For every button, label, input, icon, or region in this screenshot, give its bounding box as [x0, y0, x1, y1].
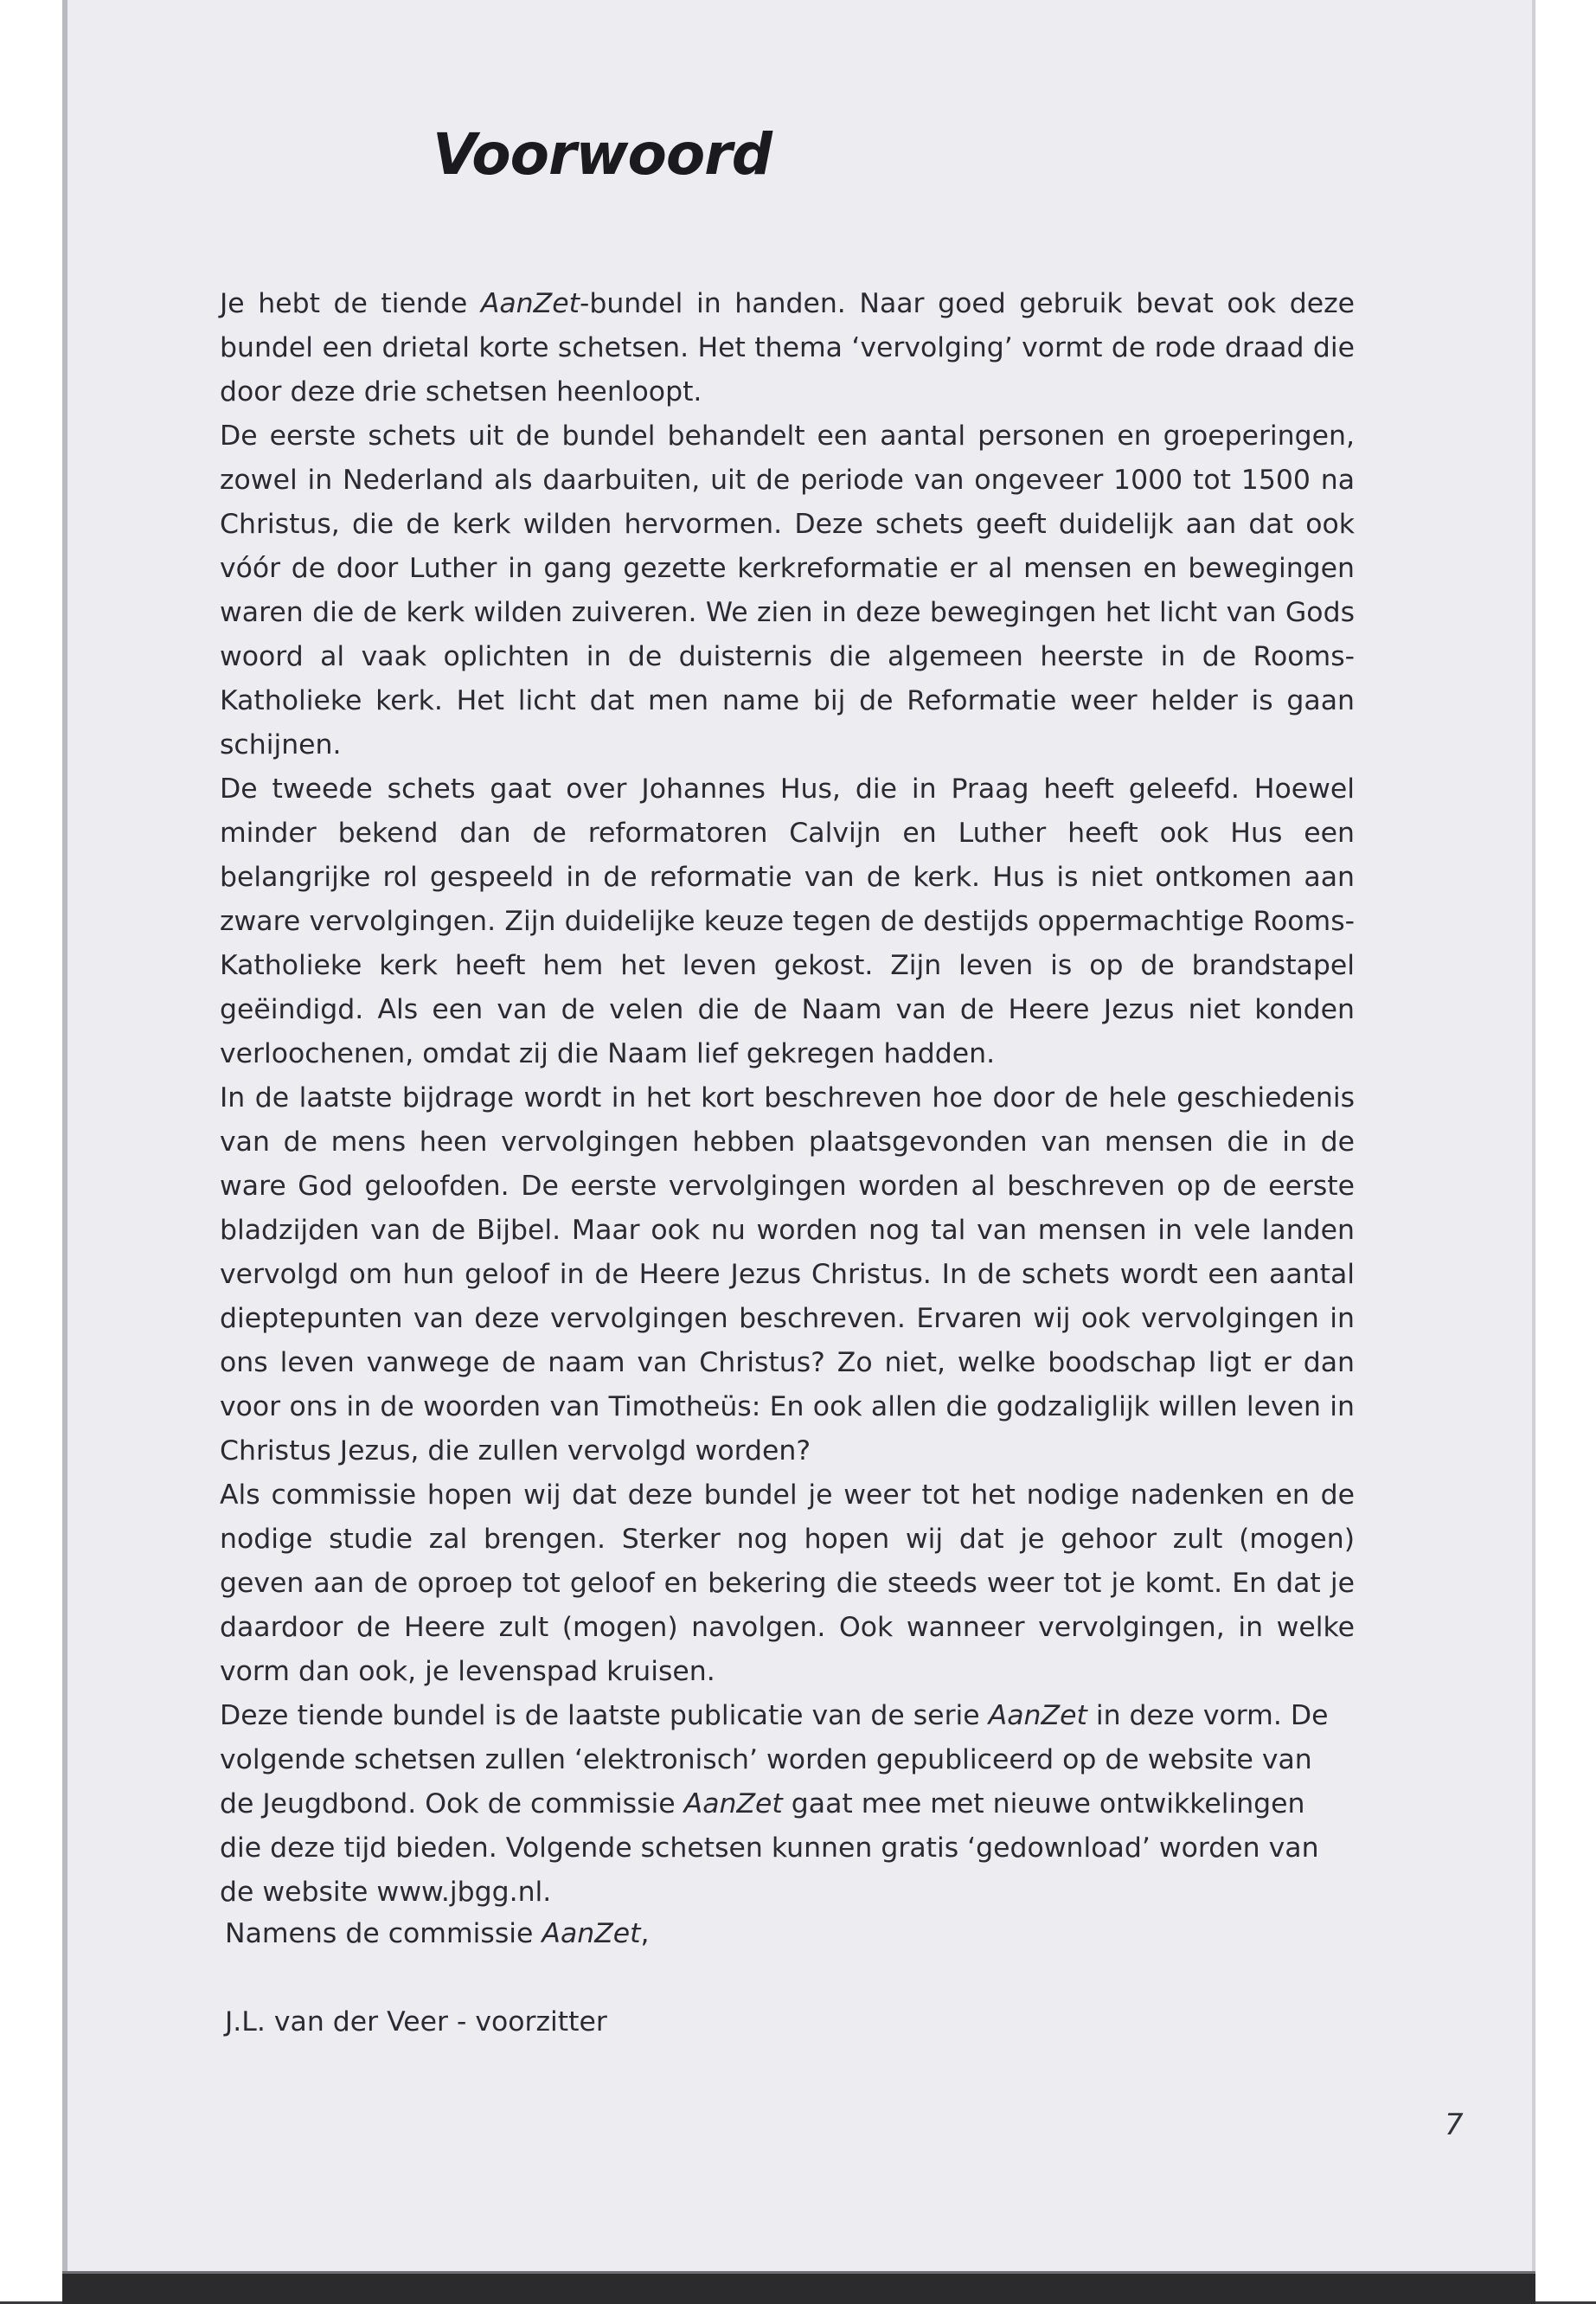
paragraph-second-sketch: De tweede schets gaat over Johannes Hus, die in Praag heeft geleefd. Hoewel minder bekend dan de reformatoren Calvijn en Luther heeft ook Hus een belangrijke rol gespeeld in de reformatie van de kerk. Hus is niet ontkomen aan zware vervolgingen. Zijn duidelijke keuze tegen de destijds oppermachtige Rooms-Katholieke kerk heeft hem het leven gekost. Zijn leven is op de brandstapel geëindigd. Als een van de velen die de Naam van de Heere Jezus niet konden verloochenen, omdat zij die Naam lief gekregen hadden.: [220, 773, 1355, 1069]
paragraph-committee-hope: Als commissie hopen wij dat deze bundel je weer tot het nodige nadenken en de nodige studie zal brengen. Sterker nog hopen wij dat je gehoor zult (mogen) geven aan de oproep tot geloof en bekering die steeds weer tot je komt. En dat je daardoor de Heere zult (mogen) navolgen. Ook wanneer vervolgingen, in welke vorm dan ook, je levenspad kruisen.: [220, 1479, 1355, 1687]
signoff-committee: Namens de commissie AanZet,: [225, 1918, 650, 1949]
series-name: AanZet: [542, 1918, 641, 1949]
scan-left-margin: [0, 0, 62, 2301]
paragraph-last-publication: Deze tiende bundel is de laatste publicatie van de serie AanZet in deze vorm. De volgende schetsen zullen ‘elektronisch’ worden gepubliceerd op de website van de Jeugdbond. Ook de commissie AanZet gaat mee met nieuwe ontwikkelingen die deze tijd bieden. Volgende schetsen kunnen gratis ‘gedownload’ worden van de website www.jbgg.nl.: [220, 1700, 1329, 1908]
scan-right-margin: [1535, 0, 1596, 2301]
scan-bottom-edge: [62, 2271, 1535, 2304]
paragraph-first-sketch: De eerste schets uit de bundel behandelt een aantal personen en groeperingen, zowel in Nederland als daarbuiten, uit de periode van ongeveer 1000 tot 1500 na Christus, die de kerk wilden hervormen. Deze schets geeft duidelijk aan dat ook vóór de door Luther in gang gezette kerkreformatie er al mensen en bewegingen waren die de kerk wilden zuiveren. We zien in deze bewegingen het licht van Gods woord al vaak oplichten in de duisternis die algemeen heerste in de Rooms-Katholieke kerk. Het licht dat men name bij de Reformatie weer helder is gaan schijnen.: [220, 420, 1355, 761]
page-title: Voorwoord: [433, 121, 772, 188]
page-number: 7: [1445, 2108, 1464, 2142]
paragraph-third-sketch: In de laatste bijdrage wordt in het kort beschreven hoe door de hele geschiedenis van de mens heen vervolgingen hebben plaatsgevonden van mensen die in de ware God geloofden. De eerste vervolgingen worden al beschreven op de eerste bladzijden van de Bijbel. Maar ook nu worden nog tal van mensen in vele landen vervolgd om hun geloof in de Heere Jezus Christus. In de schets wordt een aantal dieptepunten van deze vervolgingen beschreven. Ervaren wij ook vervolgingen in ons leven vanwege de naam van Christus? Zo niet, welke boodschap ligt er dan voor ons in de woorden van Timotheüs: En ook allen die godzaliglijk willen leven in Christus Jezus, die zullen vervolgd worden?: [220, 1082, 1355, 1466]
series-name: AanZet: [988, 1700, 1087, 1731]
signoff-chairman: J.L. van der Veer - voorzitter: [225, 2006, 607, 2038]
series-name: AanZet: [480, 288, 580, 319]
foreword-body: [220, 282, 1355, 1915]
series-name: AanZet: [683, 1788, 783, 1819]
book-page: [62, 0, 1535, 2271]
paragraph-intro: Je hebt de tiende AanZet-bundel in handen. Naar goed gebruik bevat ook deze bundel een drietal korte schetsen. Het thema ‘vervolging’ vormt de rode draad die door deze drie schetsen heenloopt.: [220, 288, 1356, 408]
